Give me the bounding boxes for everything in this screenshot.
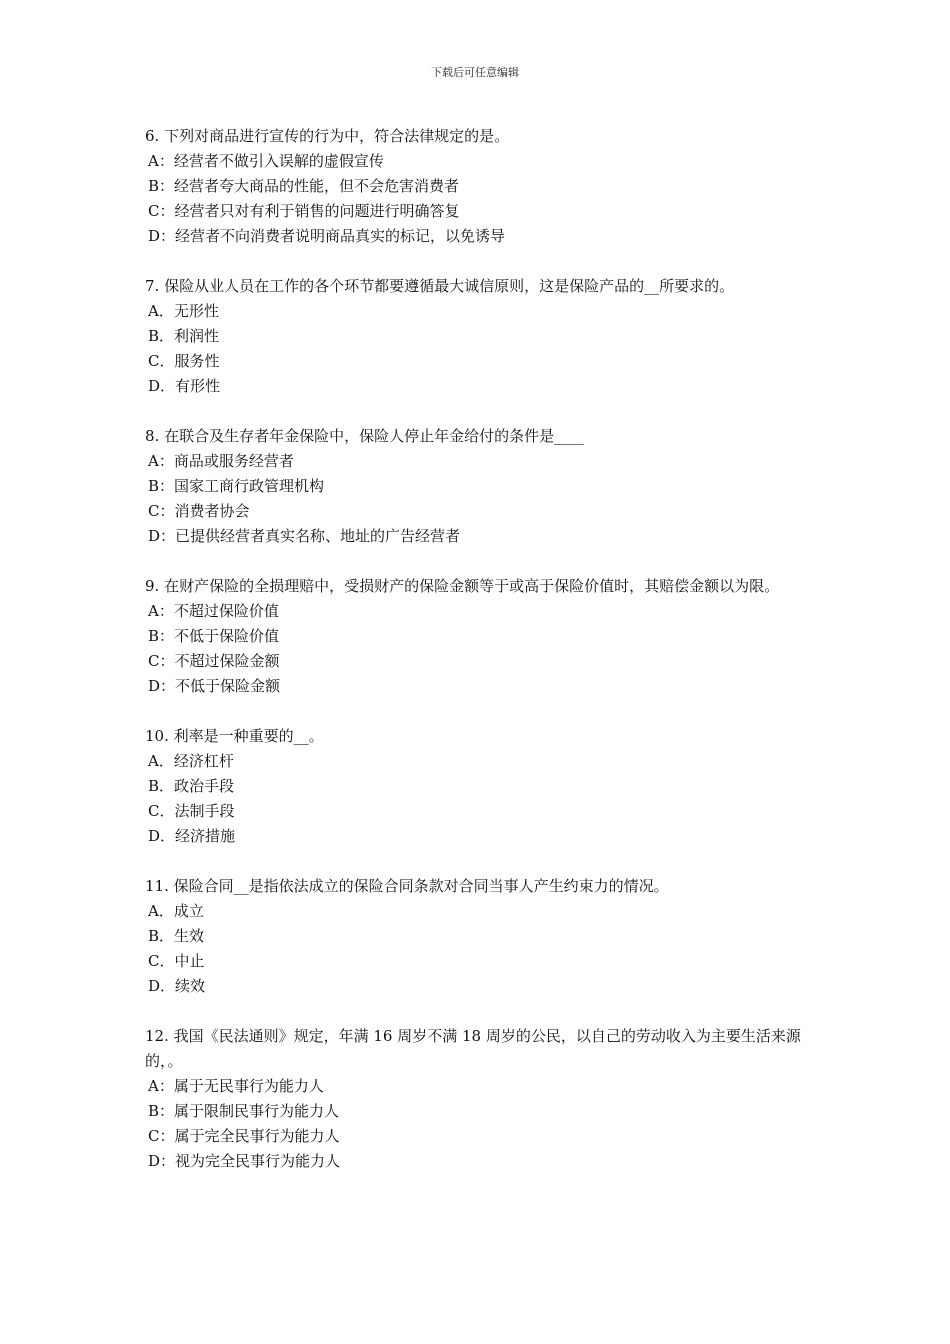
question-text: 10. 利率是一种重要的__。	[145, 727, 324, 745]
question-9	[145, 574, 817, 699]
option-b: B：不低于保险价值	[148, 627, 280, 645]
question-text: 7. 保险从业人员在工作的各个环节都要遵循最大诚信原则，这是保险产品的__所要求的。	[145, 277, 735, 295]
question-12	[145, 1024, 817, 1174]
option-c: C．服务性	[148, 352, 220, 370]
option-d: D．有形性	[148, 377, 221, 395]
question-text: 9. 在财产保险的全损理赔中，受损财产的保险金额等于或高于保险价值时，其赔偿金额以为限。	[145, 577, 780, 595]
option-c: C：消费者协会	[148, 502, 250, 520]
option-a: A：不超过保险价值	[148, 602, 279, 620]
question-text: 12. 我国《民法通则》规定，年满 16 周岁不满 18 周岁的公民，以自己的劳动收入为主要生活来源的，。	[145, 1027, 801, 1070]
option-c: C．法制手段	[148, 802, 235, 820]
question-text: 6. 下列对商品进行宣传的行为中，符合法律规定的是。	[145, 127, 510, 145]
option-d: D：视为完全民事行为能力人	[148, 1152, 341, 1170]
option-b: B．生效	[148, 927, 205, 945]
option-a: A．经济杠杆	[148, 752, 234, 770]
option-b: B：属于限制民事行为能力人	[148, 1102, 340, 1120]
option-c: C．中止	[148, 952, 205, 970]
question-text: 8. 在联合及生存者年金保险中，保险人停止年金给付的条件是____	[145, 427, 585, 445]
option-a: A：商品或服务经营者	[148, 452, 294, 470]
question-7	[145, 274, 817, 399]
option-c: C：经营者只对有利于销售的问题进行明确答复	[148, 202, 460, 220]
question-8	[145, 424, 817, 549]
option-d: D：已提供经营者真实名称、地址的广告经营者	[148, 527, 461, 545]
option-a: A：经营者不做引入误解的虚假宣传	[148, 152, 384, 170]
page-header: 下载后可任意编辑	[431, 66, 519, 79]
question-list	[145, 124, 817, 1199]
option-d: D：不低于保险金额	[148, 677, 281, 695]
option-a: A．成立	[148, 902, 204, 920]
option-c: C：属于完全民事行为能力人	[148, 1127, 340, 1145]
question-11	[145, 874, 817, 999]
option-d: D．经济措施	[148, 827, 236, 845]
option-b: B．政治手段	[148, 777, 235, 795]
option-a: A．无形性	[148, 302, 219, 320]
option-b: B：经营者夸大商品的性能，但不会危害消费者	[148, 177, 460, 195]
option-c: C：不超过保险金额	[148, 652, 280, 670]
question-6	[145, 124, 817, 249]
option-b: B．利润性	[148, 327, 220, 345]
question-10	[145, 724, 817, 849]
option-d: D：经营者不向消费者说明商品真实的标记，以免诱导	[148, 227, 506, 245]
option-a: A：属于无民事行为能力人	[148, 1077, 324, 1095]
option-b: B：国家工商行政管理机构	[148, 477, 325, 495]
question-text: 11. 保险合同__是指依法成立的保险合同条款对合同当事人产生约束力的情况。	[145, 877, 669, 895]
option-d: D．续效	[148, 977, 206, 995]
